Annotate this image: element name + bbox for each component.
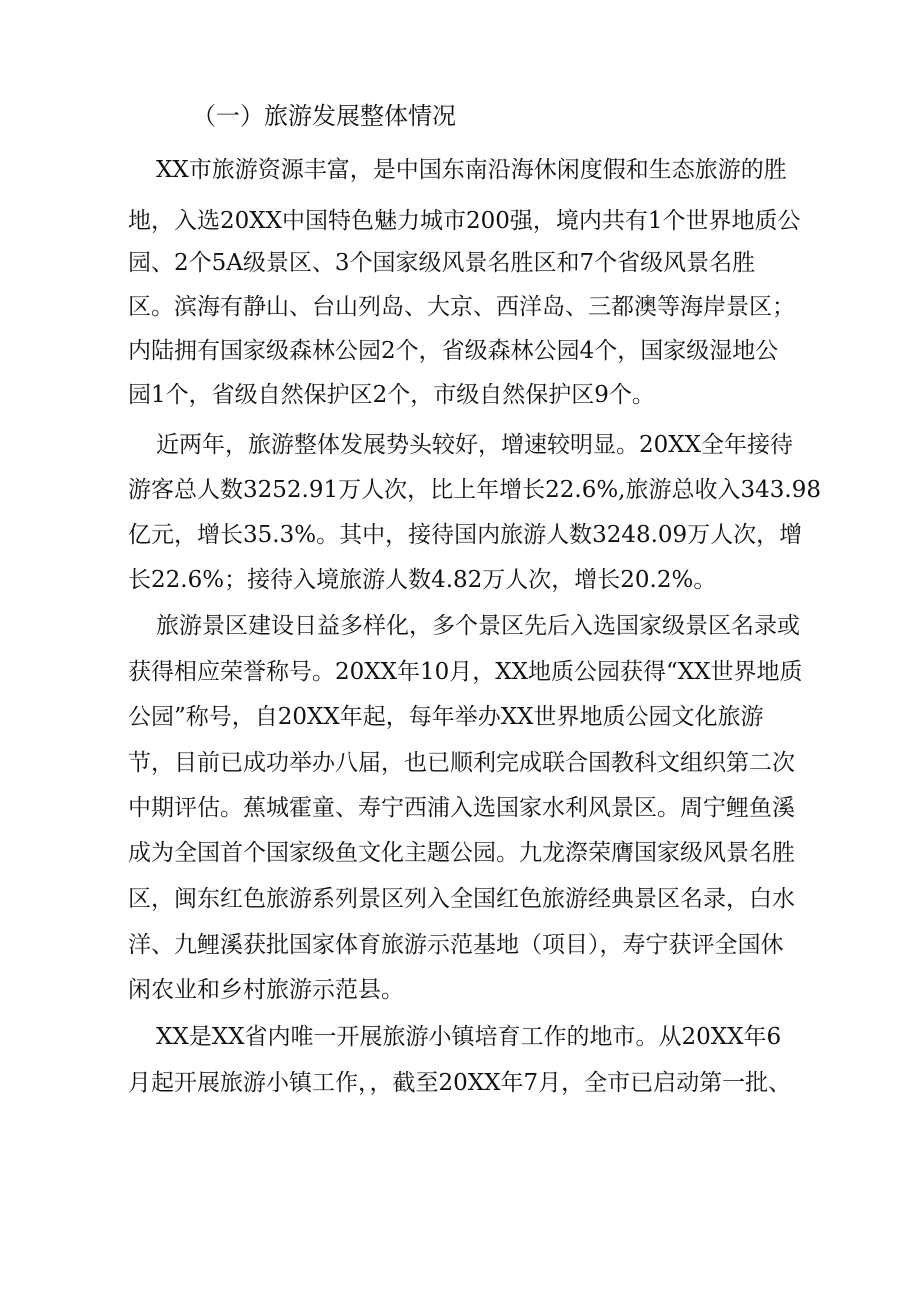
paragraph-2-line-1: 近两年，旅游整体发展势头较好，增速较明显。20XX全年接待 [156, 432, 794, 458]
paragraph-3-line-9: 闲农业和乡村旅游示范县。 [128, 977, 404, 1003]
paragraph-1-line-6: 园1个，省级自然保护区2个，市级自然保护区9个。 [128, 382, 655, 408]
paragraph-2-line-4: 长22.6%；接待入境旅游人数4.82万人次，增长20.2%。 [128, 567, 717, 593]
section-heading: （一）旅游发展整体情况 [192, 102, 456, 130]
paragraph-3-line-2: 获得相应荣誉称号。20XX年10月，XX地质公园获得“XX世界地质 [128, 659, 803, 685]
paragraph-1-line-3: 园、2个5A级景区、3个国家级风景名胜区和7个省级风景名胜 [128, 250, 756, 276]
paragraph-4-line-1: XX是XX省内唯一开展旅游小镇培育工作的地市。从20XX年6 [156, 1024, 782, 1050]
paragraph-4-line-2: 月起开展旅游小镇工作，，截至20XX年7月，全市已启动第一批、 [128, 1070, 792, 1096]
paragraph-3-line-8: 洋、九鲤溪获批国家体育旅游示范基地（项目），寿宁获评全国休 [128, 932, 784, 958]
paragraph-3-line-1: 旅游景区建设日益多样化，多个景区先后入选国家级景区名录或 [156, 613, 800, 639]
paragraph-3-line-5: 中期评估。蕉城霍童、寿宁西浦入选国家水利风景区。周宁鲤鱼溪 [128, 795, 795, 821]
paragraph-1-line-5: 内陆拥有国家级森林公园2个，省级森林公园4个，国家级湿地公 [128, 338, 779, 364]
paragraph-3-line-4: 节，目前已成功举办八届，也已顺利完成联合国教科文组织第二次 [128, 750, 795, 776]
paragraph-1-line-2: 地，入选20XX中国特色魅力城市200强，境内共有1个世界地质公 [128, 208, 801, 234]
paragraph-2-line-3: 亿元，增长35.3%。其中，接待国内旅游人数3248.09万人次，增 [128, 522, 803, 548]
paragraph-1-line-4: 区。滨海有静山、台山列岛、大京、西洋岛、三都澳等海岸景区； [128, 294, 795, 320]
paragraph-1-line-1: XX市旅游资源丰富，是中国东南沿海休闲度假和生态旅游的胜 [156, 157, 787, 183]
paragraph-3-line-3: 公园”称号，自20XX年起，每年举办XX世界地质公园文化旅游 [128, 704, 764, 730]
paragraph-2-line-2: 游客总人数3252.91万人次，比上年增长22.6%,旅游总收入343.98 [128, 477, 821, 503]
paragraph-3-line-6: 成为全国首个国家级鱼文化主题公园。九龙漈荣膺国家级风景名胜 [128, 840, 795, 866]
paragraph-3-line-7: 区，闽东红色旅游系列景区列入全国红色旅游经典景区名录，白水 [128, 886, 795, 912]
